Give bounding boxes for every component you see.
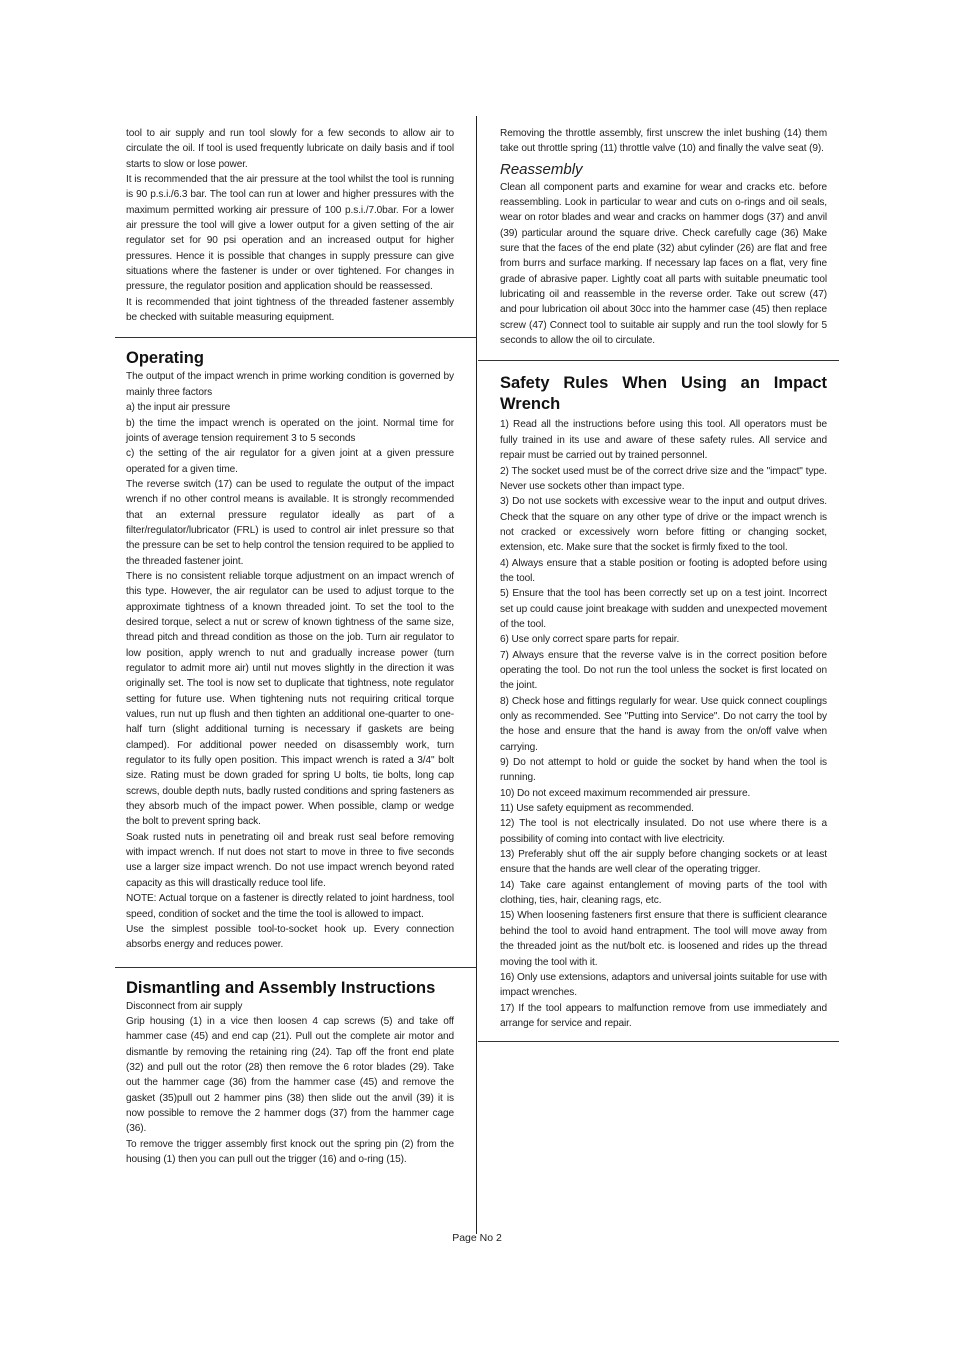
safety-rule: 1) Read all the instructions before using this tool. All operators must be fully trained in its use and aware of these safety rules. All service and repair must be carried out by trained personnel. [500, 419, 827, 462]
operating-paragraph: NOTE: Actual torque on a fastener is directly related to joint hardness, tool speed, condition of socket and the time the tool is allowed to impact. [126, 893, 454, 920]
safety-rule: 14) Take care against entanglement of moving parts of the tool with clothing, ties, hair, cleaning rags, etc. [500, 879, 827, 907]
safety-rule: 12) The tool is not electrically insulated. Do not use where there is a possibility of coming into contact with live electricity. [500, 818, 827, 845]
page-number: Page No 2 [452, 1232, 502, 1244]
section-divider [478, 1041, 839, 1042]
left-intro [115, 116, 476, 325]
operating-paragraph: b) the time the impact wrench is operated on the joint. Normal time for joints of average tension requirement 3 to 5 seconds [126, 417, 454, 444]
dismantling-section [115, 968, 476, 1168]
safety-rule: 4) Always ensure that a stable position or footing is adopted before using the tool. [500, 557, 827, 584]
dismantling-paragraph: To remove the trigger assembly first knock out the spring pin (2) from the housing (1) then you can pull out the trigger (16) and o-ring (15). [126, 1138, 454, 1165]
dismantling-heading: Dismantling and Assembly Instructions [126, 978, 436, 997]
dismantling-paragraph: Disconnect from air supply [126, 1000, 243, 1012]
safety-rules-list [500, 417, 827, 1031]
safety-rule: 11) Use safety equipment as recommended. [500, 803, 694, 815]
intro-paragraph: tool to air supply and run tool slowly for a few seconds to allow air to circulate the oil. If tool is used frequently lubricate on daily basis and if tool starts to slow or lose power. [126, 128, 454, 170]
operating-paragraph: The reverse switch (17) can be used to regulate the output of the impact wrench if no other control means is available. It is strongly recommended that an external pressure regulator ideally as part of a filter/regulator/lubricator (FRL) is used to control air inlet pressure so that the pressure can be set to help control the tension required to be applied to the threaded fastener joint. [126, 478, 454, 567]
throttle-paragraph: Removing the throttle assembly, first unscrew the inlet bushing (14) them take out throttle spring (11) throttle valve (10) and finally the valve seat (9). [500, 128, 827, 155]
reassembly-heading: Reassembly [500, 160, 583, 178]
safety-rule: 15) When loosening fasteners first ensure that there is sufficient clearance behind the tool to avoid hand entrapment. The tool will move away from the threaded joint as the nut/bolt etc. is loosened and rides up the thread moving the tool with it. [500, 910, 827, 968]
safety-rule: 6) Use only correct spare parts for repair. [500, 634, 680, 646]
safety-rule: 16) Only use extensions, adaptors and universal joints suitable for use with impact wrenches. [500, 971, 827, 999]
reassembly-paragraph: Clean all component parts and examine for wear and cracks etc. before reassembling. Look in particular to wear and cuts on o-rings and oil seals, wear on rotor blades and wear and cracks on hammer dogs (37) and anvil (39) particular around the square drive. Check carefully cage (36) Make sure that the faces of the end plate (32) abut cylinder (26) are flat and free from burrs and surface marking. If necessary lap faces on a flat, very fine grade of abrasive paper. Lightly coat all parts with suitable pneumatic tool lubricating oil and reassemble in the reverse order. Take out screw (47) and pour lubrication oil about 30cc into the hammer case (45) then replace screw (47) Connect tool to suitable air supply and run the tool slowly for 5 seconds to allow the oil to circulate. [500, 181, 827, 347]
operating-paragraph: Use the simplest possible tool-to-socket hook up. Every connection absorbs energy and reduces power. [126, 923, 454, 951]
operating-paragraph: a) the input air pressure [126, 402, 231, 414]
safety-rule: 8) Check hose and fittings regularly for wear. Use quick connect couplings only as recommended. See "Putting into Service". Do not carry the tool by the hose and ensure that the hand is away from the on/off valve when carrying. [500, 695, 827, 753]
intro-paragraph: It is recommended that joint tightness of the threaded fastener assembly be checked with suitable measuring equipment. [126, 296, 454, 324]
safety-rule: 7) Always ensure that the reverse valve is in the correct position before operating the tool. Do not run the tool unless the socket is first located on the joint. [500, 649, 827, 692]
operating-heading: Operating [126, 349, 204, 368]
operating-paragraph: c) the setting of the air regulator for a given joint at a given pressure operated for a given time. [126, 448, 454, 475]
safety-rule: 9) Do not attempt to hold or guide the socket by hand when the tool is running. [500, 757, 827, 784]
operating-paragraph: The output of the impact wrench in prime working condition is governed by mainly three factors [126, 371, 454, 398]
intro-paragraph: It is recommended that the air pressure at the tool whilst the tool is running is 90 p.s.i./6.3 bar. The tool can run at lower and higher pressures with the maximum permitted working air pressure of 100 p.s.i./7.0bar. For a lower air pressure the tool will give a lower output for a given setting of the air regulator set for 90 psi operation and an increased output for higher pressures. Hence it is possible that changes in supply pressure can give situations where the fastener is under or over tightened. For changes in pressure, the regulator position and application should be reassessed. [126, 174, 454, 293]
safety-rule: 17) If the tool appears to malfunction remove from use immediately and arrange for service and repair. [500, 1002, 827, 1029]
operating-paragraph: There is no consistent reliable torque adjustment on an impact wrench of this type. However, the air regulator can be used to adjust torque to the approximate tightness of a known threaded joint. To set the tool to the desired torque, select a nut or screw of known tightness of the same size, thread pitch and thread condition as those on the job. Turn air regulator to low position, apply wrench to nut and gradually increase power (turn regulator to admit more air) until nut moves slightly in the direction it was originally set. The tool is now set to duplicate that tightness, note regulator setting for future use. When tightening nuts not requiring critical torque values, run nut up flush and then tighten an additional one-quarter to one-half turn (slight additional turning is necessary if gaskets are being clamped). For additional power needed on disassembly work, turn regulator to its fully open position. This impact wrench is rated a 3/4" bolt size. Rating must be down graded for spring U bolts, tie bolts, long cap screws, double depth nuts, badly rusted conditions and spring fasteners as they absorb much of the impact power. When possible, clamp or wedge the bolt to prevent spring back. [126, 570, 454, 828]
safety-rule: 3) Do not use sockets with excessive wear to the input and output drives. Check that the square on any other type of drive or the impact wrench is not cracked or excessively worn before fitting or changing socket, extension, etc. Make sure that the socket is firmly fixed to the tool. [500, 496, 827, 554]
safety-section [478, 361, 839, 1031]
right-column [478, 116, 839, 1042]
operating-paragraph: Soak rusted nuts in penetrating oil and break rust seal before removing with impact wrench. If nut does not start to move in three to five seconds use a larger size impact wrench. Do not use impact wrench beyond rated capacity as this will drastically reduce tool life. [126, 831, 454, 889]
left-column [115, 116, 476, 1167]
safety-rule: 13) Preferably shut off the air supply before changing sockets or at least ensure that the hands are well clear of the operating trigger. [500, 849, 827, 876]
safety-rule: 5) Ensure that the tool has been correctly set up on a test joint. Incorrect set up could cause joint breakage with sudden and unexpected movement of the tool. [500, 588, 827, 630]
safety-heading: Safety Rules When Using an Impact Wrench [500, 374, 827, 414]
column-divider [476, 116, 477, 1234]
safety-rule: 10) Do not exceed maximum recommended air pressure. [500, 787, 751, 799]
safety-rule: 2) The socket used must be of the correct drive size and the "impact" type. Never use sockets other than impact type. [500, 465, 827, 492]
right-intro [478, 116, 839, 348]
dismantling-paragraph: Grip housing (1) in a vice then loosen 4 cap screws (5) and take off hammer case (45) and end cap (21). Pull out the complete air motor and dismantle by removing the retaining ring (24). Tap off the front end plate (32) and pull out the rotor (28) then remove the 6 rotor blades (29). Take out the hammer cage (36) from the hammer case (45) and remove the gasket (35)pull out 2 hammer pins (38) then slide out the anvil (39) it is now possible to remove the 2 hammer dogs (37) from the hammer cage (36). [126, 1015, 454, 1135]
operating-section [115, 338, 476, 952]
